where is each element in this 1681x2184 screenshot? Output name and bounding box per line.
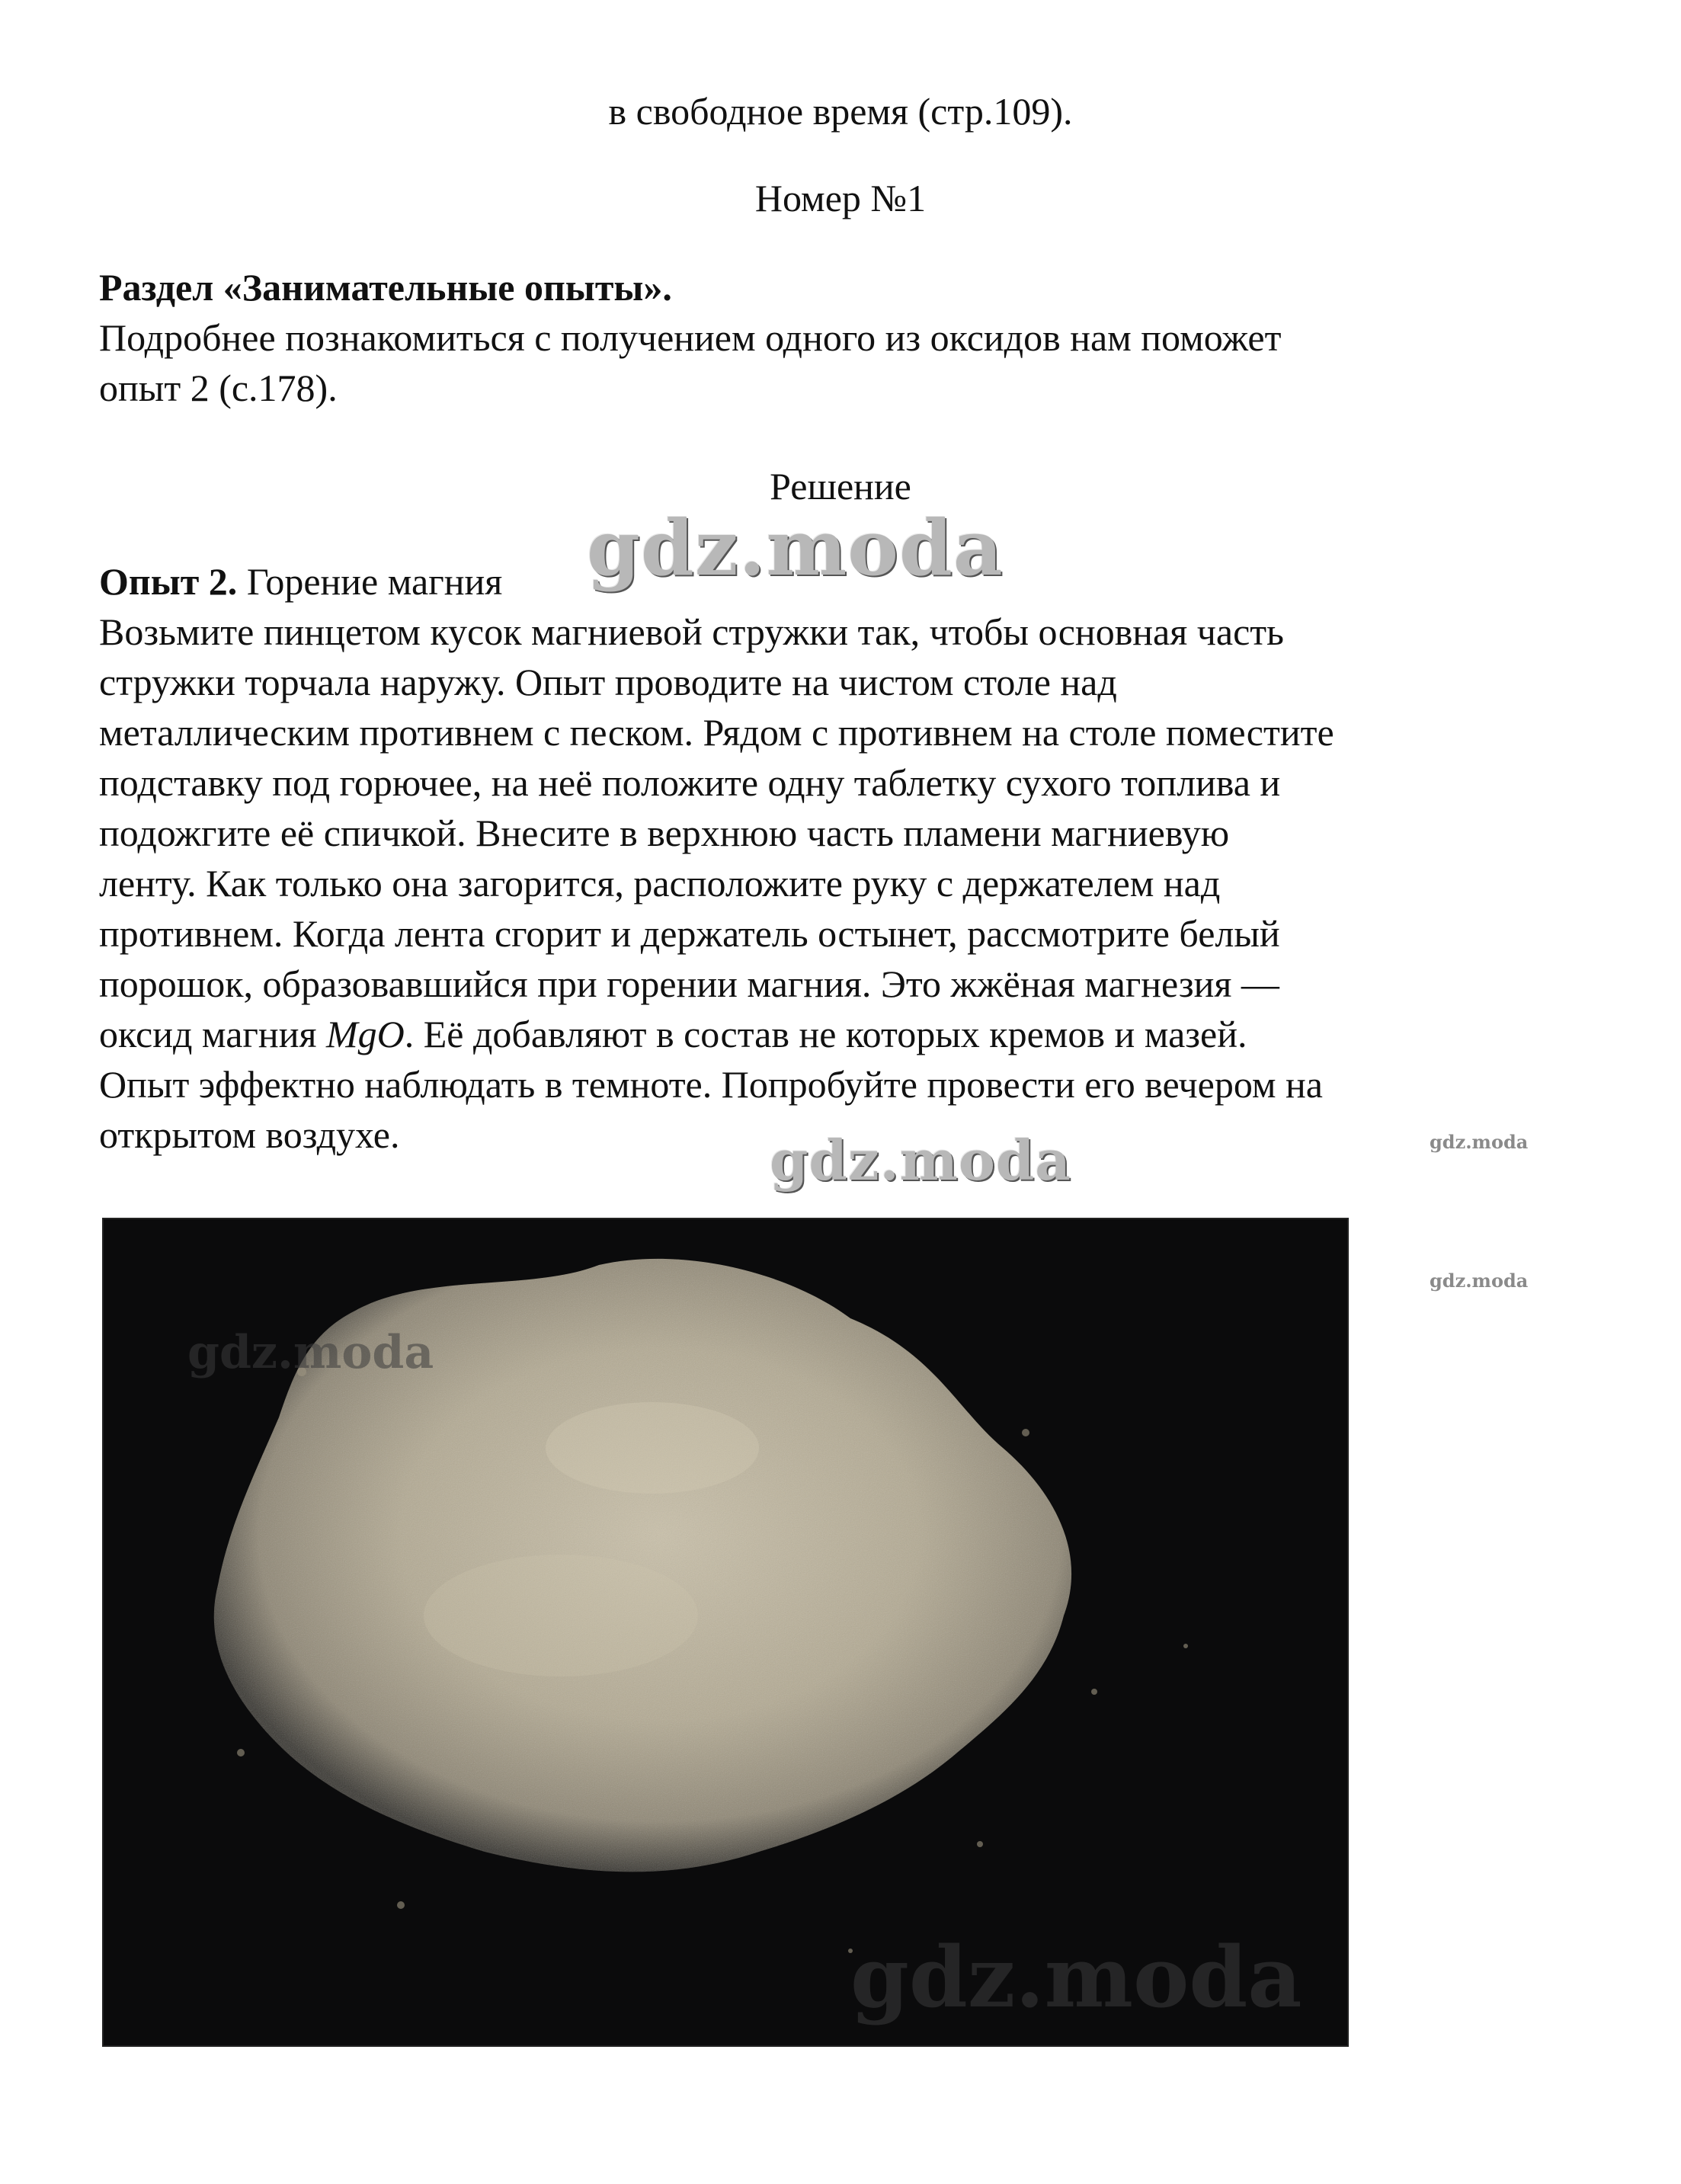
photo-watermark: gdz.moda bbox=[187, 1326, 434, 1379]
powder-photo bbox=[102, 1218, 1349, 2047]
body-line: порошок, образовавшийся при горении магния. Это жжёная магнезия — bbox=[99, 962, 1279, 1005]
oxide-line-suffix: . Её добавляют в состав не которых кремов и мазей. bbox=[404, 1013, 1247, 1055]
task-line: Подробнее познакомиться с получением одного из оксидов нам поможет bbox=[99, 316, 1282, 359]
watermark-small: gdz.moda bbox=[1430, 1270, 1529, 1292]
body-line: открытом воздухе. bbox=[99, 1113, 400, 1156]
body-line: ленту. Как только она загорится, расположите руку с держателем над bbox=[99, 862, 1221, 905]
oxide-line-prefix: оксид магния bbox=[99, 1013, 326, 1055]
watermark-large: gdz.moda bbox=[587, 503, 1004, 593]
experiment-text bbox=[99, 556, 1585, 1160]
body-line: подожгите её спичкой. Внесите в верхнюю часть пламени магниевую bbox=[99, 812, 1230, 854]
oxide-line bbox=[99, 1009, 1585, 1059]
task-text bbox=[99, 312, 1585, 413]
experiment-title: Горение магния bbox=[237, 560, 503, 603]
watermark-small: gdz.moda bbox=[1430, 1131, 1529, 1153]
watermark-medium: gdz.moda bbox=[770, 1128, 1071, 1193]
number-title: Номер №1 bbox=[754, 177, 927, 219]
photo-watermark: gdz.moda bbox=[850, 1928, 1302, 2026]
body-line: Возьмите пинцетом кусок магниевой стружки так, чтобы основная часть bbox=[99, 610, 1284, 653]
experiment-label: Опыт 2. bbox=[99, 560, 238, 603]
body-line: стружки торчала наружу. Опыт проводите на чистом столе над bbox=[99, 661, 1117, 703]
task-line: опыт 2 (с.178). bbox=[99, 367, 338, 409]
body-line: подставку под горючее, на неё положите одну таблетку сухого топлива и bbox=[99, 761, 1281, 804]
body-line: противнем. Когда лента сгорит и держатель остынет, рассмотрите белый bbox=[99, 912, 1280, 955]
oxide-formula: MgO bbox=[325, 1013, 405, 1055]
body-line: Опыт эффектно наблюдать в темноте. Попробуйте провести его вечером на bbox=[99, 1063, 1323, 1106]
top-line: в свободное время (стр.109). bbox=[608, 90, 1073, 133]
section-title: Раздел «Занимательные опыты». bbox=[99, 266, 672, 309]
body-line: металлическим противнем с песком. Рядом с противнем на столе поместите bbox=[99, 711, 1334, 754]
solution-heading: Решение bbox=[770, 465, 911, 508]
